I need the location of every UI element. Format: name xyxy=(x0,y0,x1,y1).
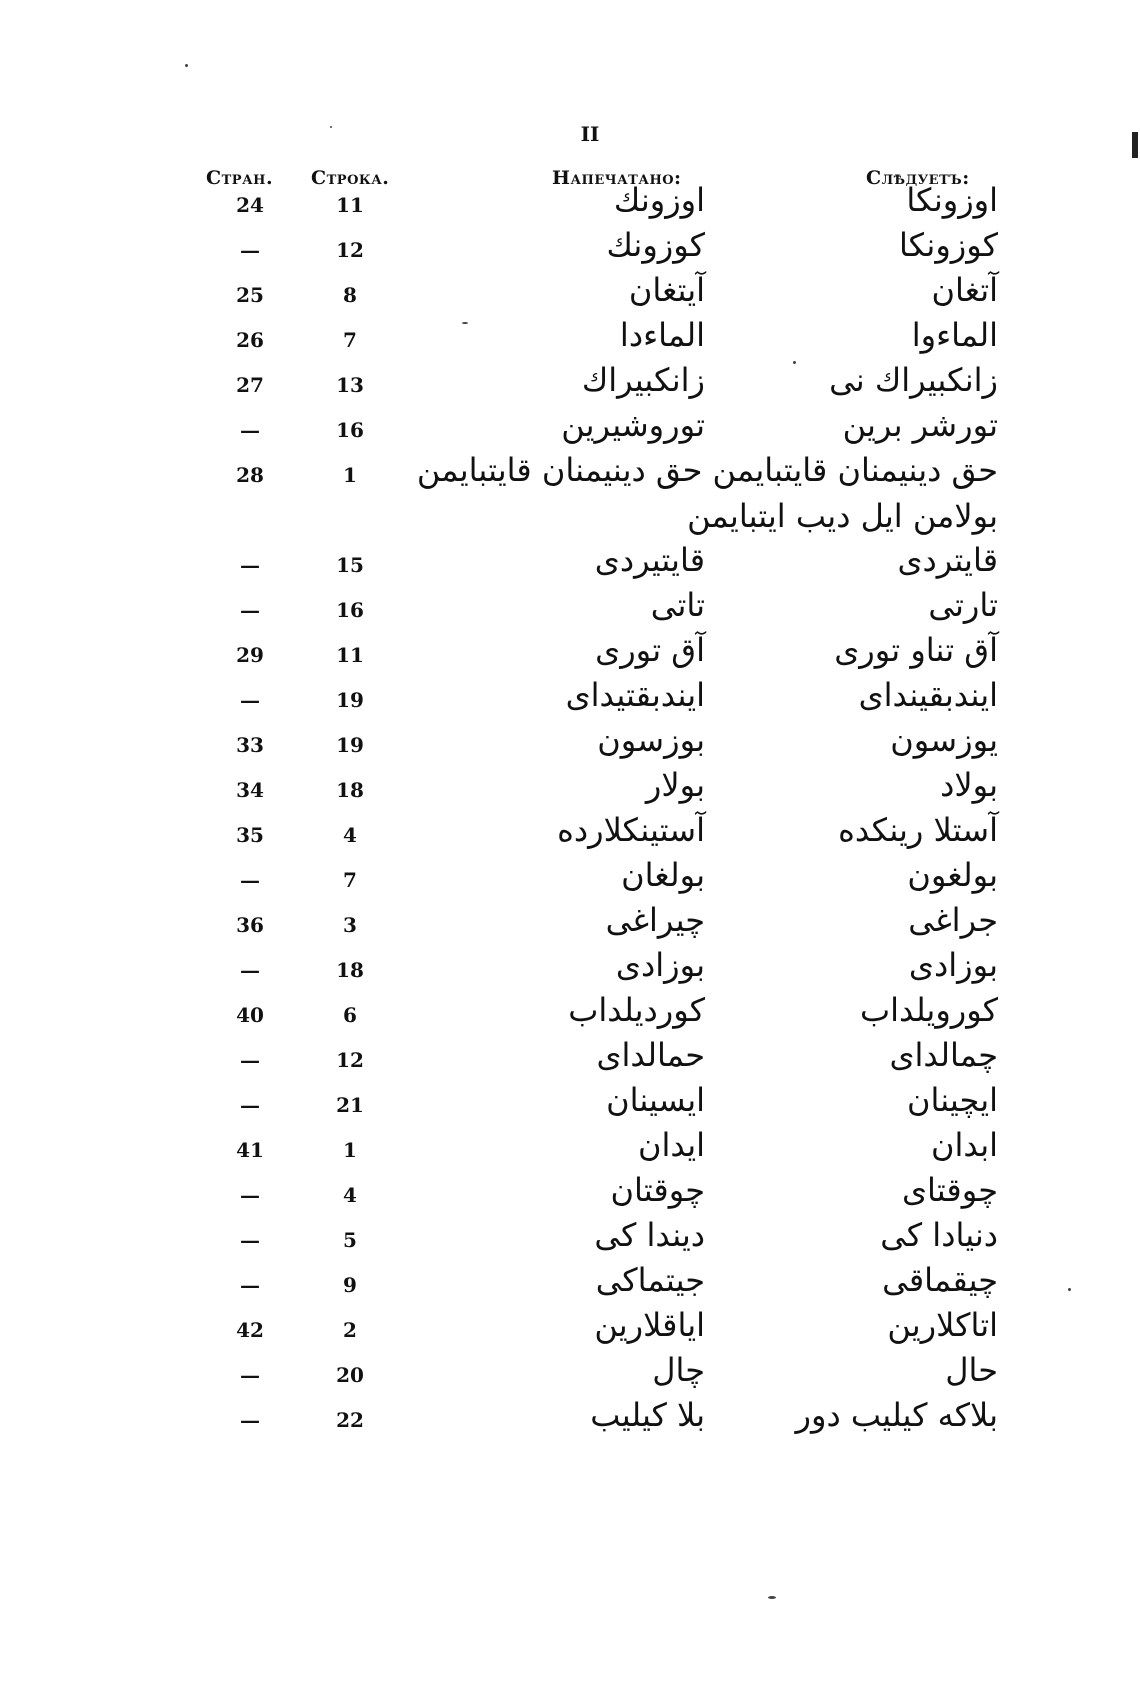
line-cell: 4 xyxy=(343,1183,357,1207)
printed-cell: چوقتان xyxy=(610,1171,705,1209)
errata-row xyxy=(0,451,1140,549)
scan-speck xyxy=(793,361,796,364)
should-cell: الماءوا xyxy=(911,316,998,354)
should-cell: ايندبقينداى xyxy=(858,676,998,714)
printed-cell: قايتيردى xyxy=(594,541,705,579)
page-cell: 28 xyxy=(236,463,264,487)
line-cell: 5 xyxy=(343,1228,357,1252)
should-cell: بلاكه كيليب دور xyxy=(795,1396,998,1434)
page-cell: 24 xyxy=(236,193,264,217)
line-cell: 3 xyxy=(343,913,357,937)
header-printed: Напечатано: xyxy=(552,167,682,189)
page-cell: 25 xyxy=(236,283,264,307)
should-cell: زانكبيراك نى xyxy=(829,361,998,399)
page-cell: 36 xyxy=(236,913,264,937)
page-cell: — xyxy=(240,1183,260,1207)
printed-cell: بولغان xyxy=(621,856,705,894)
line-cell: 22 xyxy=(336,1408,364,1432)
page-cell: — xyxy=(240,688,260,712)
line-cell: 7 xyxy=(343,328,357,352)
printed-cell: كوزونك xyxy=(606,226,705,264)
line-cell: 2 xyxy=(343,1318,357,1342)
printed-cell: كورديلداب xyxy=(568,991,705,1029)
line-cell: 20 xyxy=(336,1363,364,1387)
should-cell: كورويلداب xyxy=(860,991,998,1029)
printed-cell: آستينكلارده xyxy=(557,811,705,849)
line-cell: 18 xyxy=(336,778,364,802)
printed-cell: ايندبقتيداى xyxy=(565,676,705,714)
should-cell: جراغى xyxy=(908,901,998,939)
page-cell: — xyxy=(240,1273,260,1297)
line-cell: 1 xyxy=(343,463,357,487)
should-cell: تورشر برين xyxy=(842,406,998,444)
line-cell: 16 xyxy=(336,418,364,442)
should-cell: تارتى xyxy=(928,586,998,624)
should-cell: آتغان xyxy=(931,271,998,309)
printed-cell: ايسينان xyxy=(606,1081,705,1119)
line-cell: 4 xyxy=(343,823,357,847)
header-should: Слѣдуетъ: xyxy=(866,167,970,189)
page-cell: — xyxy=(240,553,260,577)
line-cell: 13 xyxy=(336,373,364,397)
line-cell: 8 xyxy=(343,283,357,307)
printed-cell: الماءدا xyxy=(619,316,705,354)
should-cell: دنيادا كى xyxy=(880,1216,998,1254)
printed-cell: آيتغان xyxy=(628,271,705,309)
printed-cell: اوزونك xyxy=(613,181,705,219)
header-page: Стран. xyxy=(206,167,274,189)
line-cell: 11 xyxy=(336,193,364,217)
printed-cell: چيراغى xyxy=(605,901,705,939)
line-cell: 12 xyxy=(336,1048,364,1072)
line-cell: 19 xyxy=(336,733,364,757)
page-cell: — xyxy=(240,1228,260,1252)
page-cell: — xyxy=(240,1363,260,1387)
page-cell: — xyxy=(240,958,260,982)
page-cell: 42 xyxy=(236,1318,264,1342)
page-cell: 35 xyxy=(236,823,264,847)
should-cell: ايچينان xyxy=(906,1081,998,1119)
scan-speck xyxy=(185,64,188,67)
should-cell: آق تناو تورى xyxy=(834,631,998,669)
printed-cell: اياقلارين xyxy=(594,1306,705,1344)
page-cell: 41 xyxy=(236,1138,264,1162)
line-cell: 9 xyxy=(343,1273,357,1297)
printed-cell: جيتماكى xyxy=(595,1261,705,1299)
line-cell: 19 xyxy=(336,688,364,712)
scan-speck xyxy=(768,1596,776,1599)
printed-cell: ديندا كى xyxy=(594,1216,705,1254)
printed-cell: بلا كيليب xyxy=(590,1396,705,1434)
printed-cell: چال xyxy=(652,1351,705,1389)
should-cell: حال xyxy=(945,1351,998,1389)
errata-row xyxy=(0,1396,1140,1450)
printed-cell: توروشيرين xyxy=(561,406,705,444)
should-cell: آستلا رينكده xyxy=(838,811,998,849)
page-cell: — xyxy=(240,598,260,622)
should-cell: قايتردى xyxy=(897,541,998,579)
should-cell: چوقتاى xyxy=(901,1171,998,1209)
should-cell: اوزونكا xyxy=(906,181,998,219)
should-cell: بولاد xyxy=(940,766,998,804)
page-number: II xyxy=(580,122,600,146)
page-cell: 27 xyxy=(236,373,264,397)
should-cell-long: حق دينيمنان قايتبايمن حق دينيمنان قايتبايمن xyxy=(416,451,998,489)
page-cell: — xyxy=(240,1093,260,1117)
header-line: Строка. xyxy=(311,167,390,189)
line-cell: 12 xyxy=(336,238,364,262)
should-cell-continuation: بولامن ايل ديب ايتبايمن xyxy=(687,497,998,535)
page-cell: 33 xyxy=(236,733,264,757)
line-cell: 7 xyxy=(343,868,357,892)
page-edge-mark xyxy=(1132,132,1138,158)
line-cell: 11 xyxy=(336,643,364,667)
line-cell: 18 xyxy=(336,958,364,982)
line-cell: 21 xyxy=(336,1093,364,1117)
should-cell: بوزادى xyxy=(908,946,998,984)
page-cell: — xyxy=(240,1408,260,1432)
page-cell: 29 xyxy=(236,643,264,667)
line-cell: 6 xyxy=(343,1003,357,1027)
page-cell: — xyxy=(240,1048,260,1072)
line-cell: 15 xyxy=(336,553,364,577)
printed-cell: زانكبيراك xyxy=(581,361,705,399)
printed-cell: آق تورى xyxy=(595,631,705,669)
printed-cell: بوزادى xyxy=(615,946,705,984)
should-cell: ابدان xyxy=(931,1126,998,1164)
should-cell: كوزونكا xyxy=(899,226,998,264)
printed-cell: حمالداى xyxy=(596,1036,705,1074)
should-cell: يوزسون xyxy=(890,721,998,759)
line-cell: 16 xyxy=(336,598,364,622)
page-cell: 26 xyxy=(236,328,264,352)
scan-speck xyxy=(462,322,468,324)
printed-cell: تاتى xyxy=(650,586,705,624)
page-cell: — xyxy=(240,418,260,442)
scan-speck xyxy=(1068,1288,1071,1291)
page-cell: — xyxy=(240,868,260,892)
page-cell: — xyxy=(240,238,260,262)
printed-cell: بولار xyxy=(645,766,705,804)
printed-cell: بوزسون xyxy=(597,721,705,759)
should-cell: چمالداى xyxy=(889,1036,998,1074)
page-cell: 40 xyxy=(236,1003,264,1027)
should-cell: بولغون xyxy=(907,856,998,894)
should-cell: چيقماقى xyxy=(882,1261,998,1299)
should-cell: اتاكلارين xyxy=(887,1306,998,1344)
line-cell: 1 xyxy=(343,1138,357,1162)
page-cell: 34 xyxy=(236,778,264,802)
printed-cell: ايدان xyxy=(638,1126,705,1164)
scan-speck xyxy=(330,126,332,128)
